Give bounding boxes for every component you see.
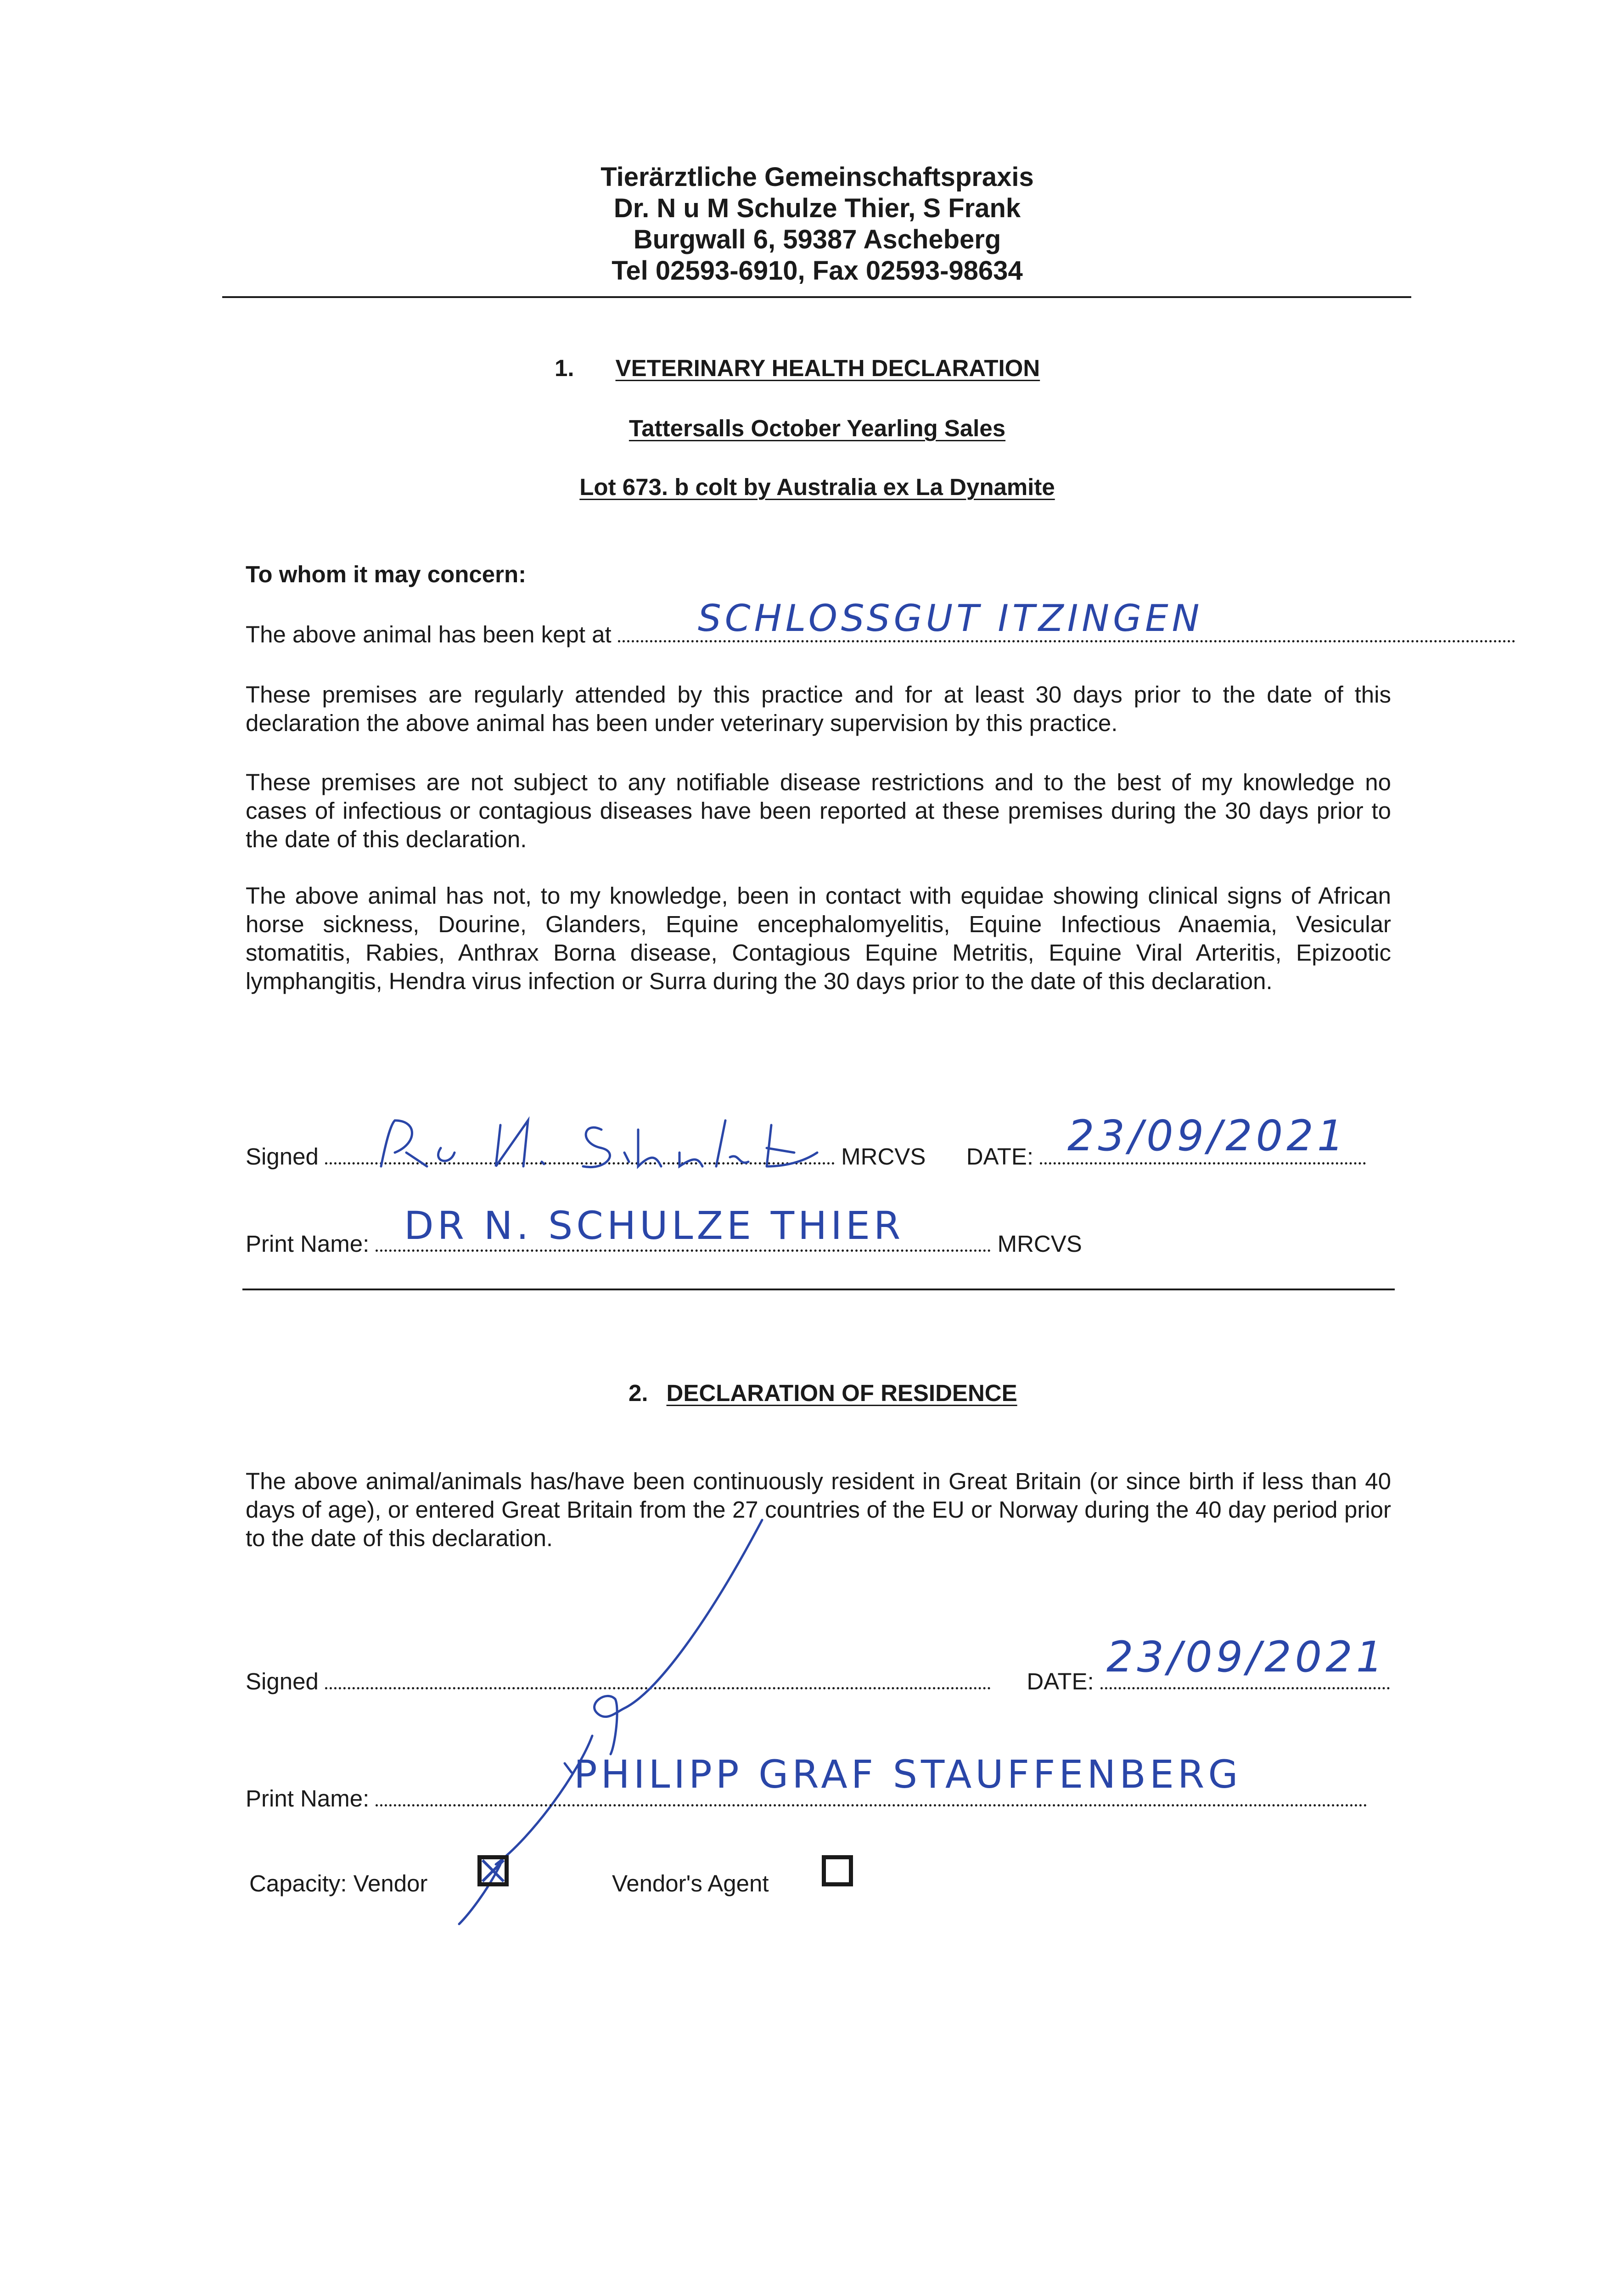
vendor-date-label: DATE: — [1027, 1668, 1094, 1694]
vet-signed-label: Signed — [246, 1143, 319, 1170]
header-divider — [222, 296, 1411, 298]
vendor-print-name-handwritten: PHILIPP GRAF STAUFFENBERG — [574, 1752, 1242, 1797]
section2-title: DECLARATION OF RESIDENCE — [666, 1380, 1017, 1406]
section1-title: VETERINARY HEALTH DECLARATION — [615, 355, 1040, 381]
restrictions-paragraph: These premises are not subject to any notifiable disease restrictions and to the best of my knowledge no cases of infectious or contagious diseases have been reported at these premises during the 30 days prior to the date of this declaration. — [246, 769, 1391, 852]
vet-print-mrcvs-label: MRCVS — [997, 1231, 1082, 1257]
practice-name: Tierärztliche Gemeinschaftspraxis — [601, 162, 1034, 192]
vendors-agent-checkbox[interactable] — [822, 1855, 853, 1886]
vendor-signed-label: Signed — [246, 1668, 319, 1694]
section1-number: 1. — [555, 355, 574, 381]
vet-date-label: DATE: — [966, 1143, 1034, 1170]
practice-address: Burgwall 6, 59387 Ascheberg — [633, 225, 1001, 254]
practice-phone: Tel 02593-6910, Fax 02593-98634 — [612, 256, 1023, 286]
vet-print-name-label: Print Name: — [246, 1231, 370, 1257]
lot-title: Lot 673. b colt by Australia ex La Dynamite — [579, 474, 1055, 500]
section1-heading — [555, 355, 1040, 382]
residence-paragraph: The above animal/animals has/have been continuously resident in Great Britain (or since birth if less than 40 days of age), or entered Great Britain from the 27 countries of the EU or Norway during the 40 day period prior to the date of this declaration. — [246, 1468, 1391, 1551]
vendor-print-name-label: Print Name: — [246, 1785, 370, 1812]
vet-print-name-handwritten: DR N. SCHULZE THIER — [404, 1203, 904, 1248]
disease-contact-paragraph: The above animal has not, to my knowledge, been in contact with equidae showing clinical signs of African horse sickness, Dourine, Glanders, Equine encephalomyelitis, Equine Infectious Anaemia, Vesicular stomatitis, Rabies, Anthrax Borna disease, Contagious Equine Metritis, Equine Viral Arteritis, Epizootic lymphangitis, Hendra virus infection or Surra during the 30 days prior to the date of this declaration. — [246, 883, 1391, 994]
supervision-paragraph: These premises are regularly attended by this practice and for at least 30 days prior to the date of this declaration the above animal has been under veterinary supervision by this practice. — [246, 681, 1391, 736]
vendor-date-handwritten: 23/09/2021 — [1106, 1632, 1387, 1682]
section2-number: 2. — [629, 1380, 648, 1406]
section2-heading — [629, 1379, 1017, 1407]
vet-date-handwritten: 23/09/2021 — [1067, 1111, 1348, 1160]
practice-header — [220, 162, 1414, 287]
vet-signature — [363, 1102, 822, 1180]
greeting: To whom it may concern: — [246, 561, 527, 587]
vet-mrcvs-label: MRCVS — [841, 1143, 926, 1170]
practice-doctors: Dr. N u M Schulze Thier, S Frank — [613, 193, 1021, 223]
capacity-vendor-label: Capacity: Vendor — [249, 1870, 428, 1896]
vendor-check-mark-icon — [482, 1859, 505, 1882]
kept-at-handwritten: SCHLOSSGUT ITZINGEN — [698, 597, 1203, 640]
vendors-agent-label: Vendor's Agent — [612, 1870, 769, 1896]
kept-at-label: The above animal has been kept at — [246, 621, 612, 647]
vendor-checkbox[interactable] — [477, 1855, 509, 1886]
sale-title: Tattersalls October Yearling Sales — [629, 415, 1006, 441]
section-divider — [242, 1289, 1395, 1290]
